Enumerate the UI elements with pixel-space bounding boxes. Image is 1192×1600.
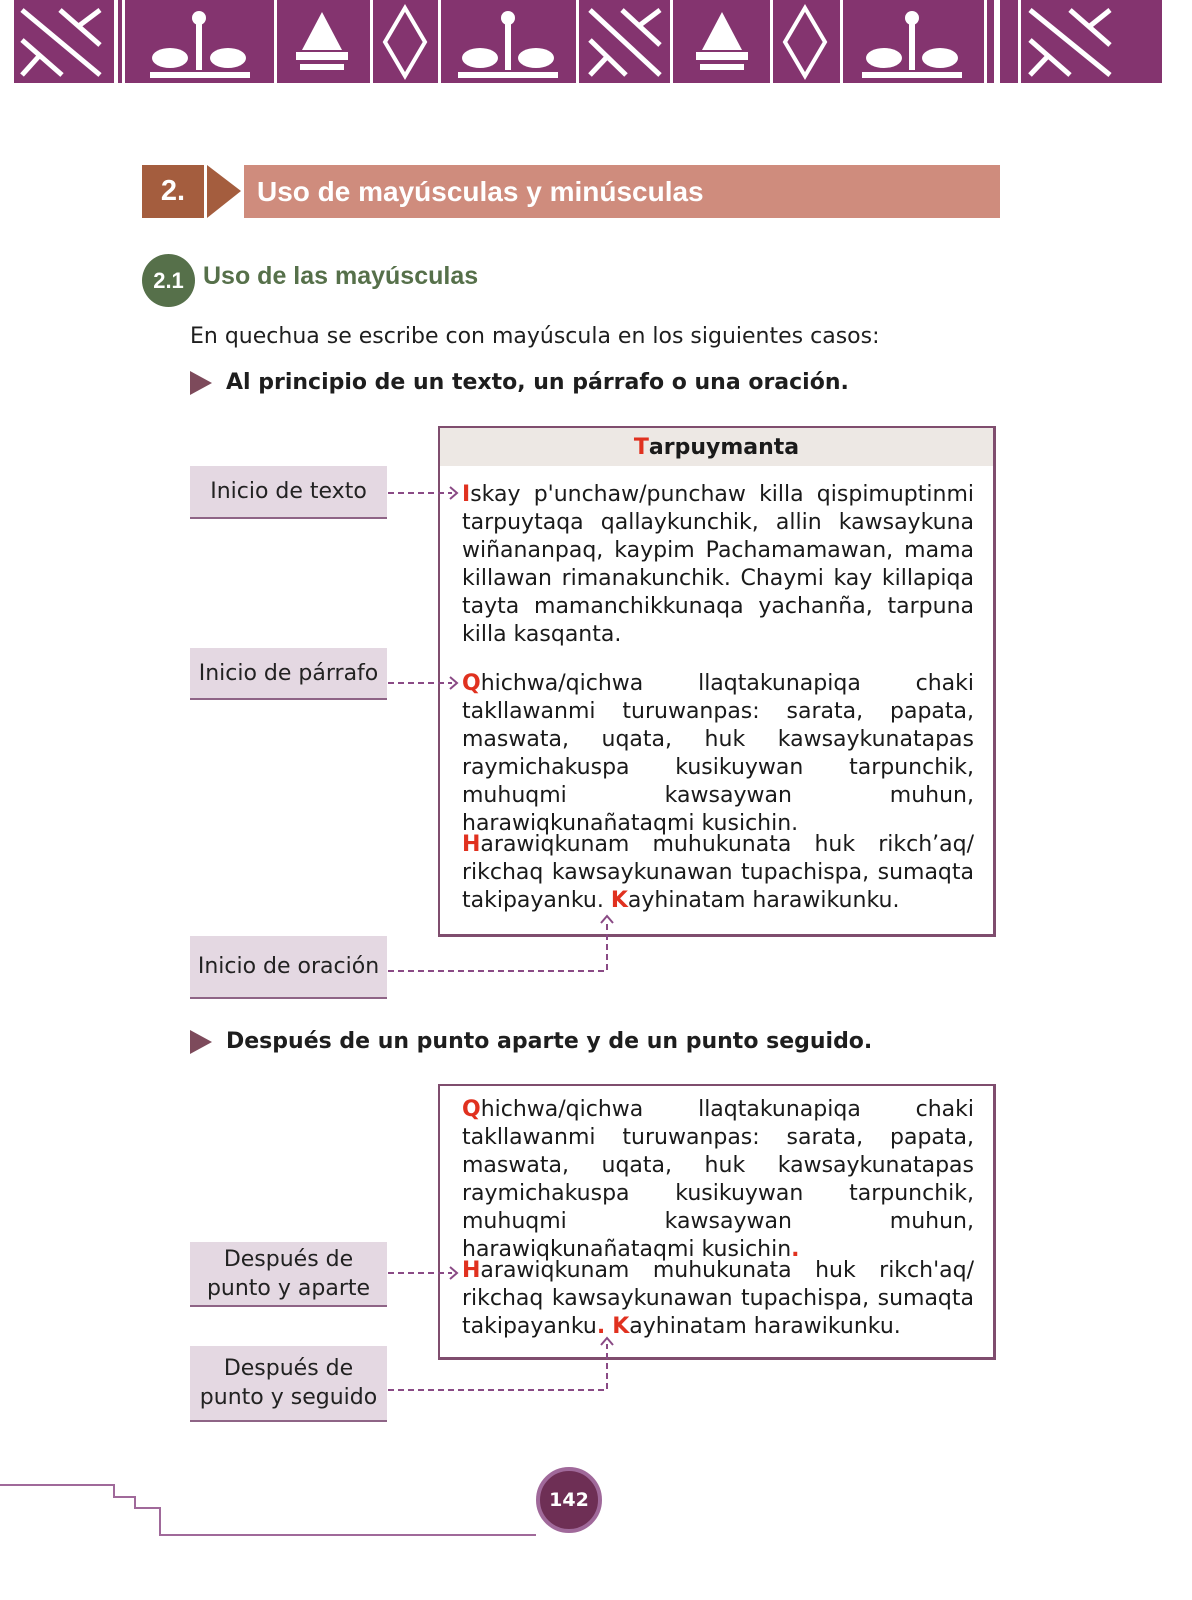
label-line-1: Después de (223, 1356, 354, 1381)
label-inicio-parrafo: Inicio de párrafo (190, 648, 387, 700)
paragraph-text: ayhinatam harawikunku. (627, 888, 900, 913)
label-line-2: punto y seguido (199, 1385, 378, 1410)
capital-letter: K (612, 1314, 630, 1339)
label-inicio-texto: Inicio de texto (190, 466, 387, 519)
paragraph-text: hichwa/qichwa llaqtakunapiqa chaki takllawanmi turuwanpas: sarata, papata, maswata, uqata, huk kawsaykunatapas raymichakuspa kusikuywan tarpunchik, muhuqmi kawsaywan muhun, harawiqkunañataqmi kusichin (462, 1097, 974, 1262)
label-inicio-oracion: Inicio de oración (190, 936, 387, 999)
arrowhead-icon (601, 916, 613, 923)
arrowhead-icon (601, 1338, 613, 1345)
paragraph-text: ayhinatam harawikunku. (629, 1314, 901, 1339)
label-line-1: Después de (223, 1246, 354, 1272)
subsection-number-badge: 2.1 (142, 254, 195, 307)
paragraph-text: arawiqkunam muhukunata huk rikch’aq/ rikchaq kawsaykunawan tupachispa, sumaqta takipayanku. (462, 832, 974, 913)
section-number: 2. (142, 165, 204, 218)
section-title: Uso de mayúsculas y minúsculas (244, 165, 1000, 218)
subsection-title: Uso de las mayúsculas (203, 262, 479, 290)
capital-letter: H (462, 832, 481, 857)
capital-letter: Q (462, 671, 481, 696)
capital-letter: K (610, 888, 628, 913)
label-line-2: punto y aparte (206, 1275, 371, 1301)
paragraph-text: arawiqkunam muhukunata huk rikch'aq/ rikchaq kawsaykunawan tupachispa, sumaqta takipayanku (462, 1258, 974, 1339)
title-capital: T (633, 434, 649, 460)
paragraph-text: skay p'unchaw/punchaw killa qispimuptinmi tarpuytaqa qallaykunchik, allin kawsaykuna wiñananpaq, kaypim Pachamamawan, mama killawan rimanakunchik. Chaymi kay killapiqa tayta mamanchikkunaqa yachanña, tarpuna killa kasqanta. (462, 482, 974, 647)
capital-letter: H (462, 1258, 481, 1283)
bullet-text: Al principio de un texto, un párrafo o una oración. (226, 370, 849, 395)
title-rest: arpuymanta (648, 434, 800, 460)
period-mark: . (596, 1314, 606, 1339)
capital-letter: Q (462, 1097, 481, 1122)
paragraph-text: hichwa/qichwa llaqtakunapiqa chaki takllawanmi turuwanpas: sarata, papata, maswata, uqata, huk kawsaykunatapas raymichakuspa kusikuywan tarpunchik, muhuqmi kawsaywan muhun, harawiqkunañataqmi kusichin. (462, 671, 974, 836)
bullet-text: Después de un punto aparte y de un punto seguido. (226, 1029, 873, 1054)
intro-paragraph: En quechua se escribe con mayúscula en los siguientes casos: (190, 324, 880, 349)
period-mark: . (791, 1237, 800, 1262)
page-number-badge: 142 (536, 1467, 602, 1533)
capital-letter: I (462, 482, 471, 507)
